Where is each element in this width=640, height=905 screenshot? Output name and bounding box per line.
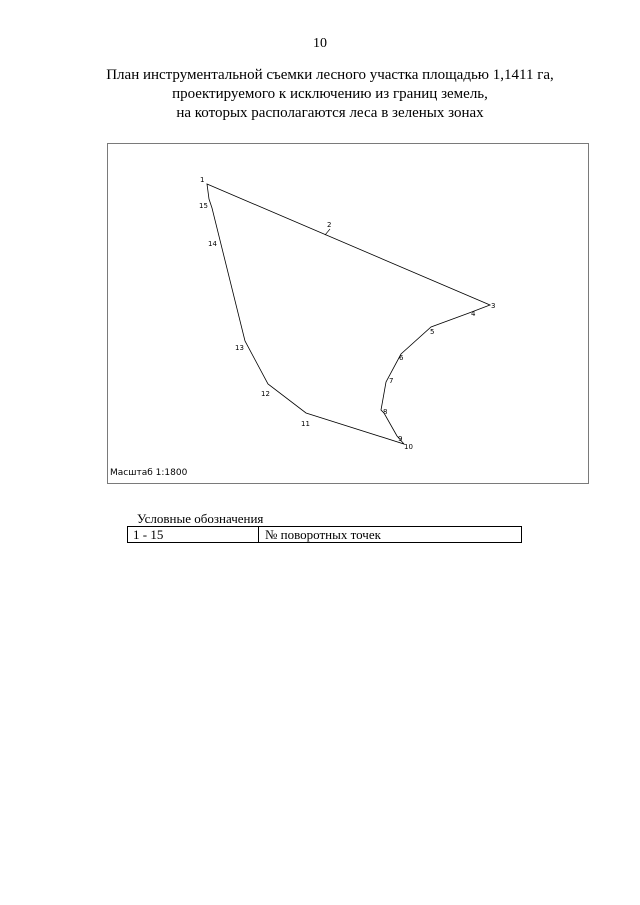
point-label-10: 10 — [404, 443, 413, 451]
title-line-2: проектируемого к исключению из границ земель, — [172, 86, 488, 102]
label-leader-line — [325, 229, 330, 235]
point-label-3: 3 — [491, 302, 496, 310]
point-label-7: 7 — [389, 377, 394, 385]
document-title — [60, 66, 600, 123]
page-number: 10 — [313, 36, 327, 51]
parcel-boundary — [207, 184, 490, 444]
legend-key-cell: 1 - 15 — [128, 527, 259, 542]
legend-title: Условные обозначения — [137, 511, 264, 526]
title-line-1: План инструментальной съемки лесного участка площадью 1,1411 га, — [106, 67, 554, 83]
point-label-9: 9 — [398, 435, 403, 443]
plan-drawing — [108, 144, 588, 483]
point-label-4: 4 — [471, 310, 476, 318]
legend-table — [127, 526, 522, 543]
point-label-2: 2 — [327, 221, 332, 229]
turning-point-labels — [199, 176, 495, 451]
title-line-3: на которых располагаются леса в зеленых зонах — [176, 105, 484, 121]
point-label-12: 12 — [261, 390, 270, 398]
point-label-14: 14 — [208, 240, 217, 248]
scale-label: Масштаб 1:1800 — [110, 468, 188, 478]
point-label-13: 13 — [235, 344, 244, 352]
point-label-15: 15 — [199, 202, 208, 210]
survey-plan — [107, 143, 589, 484]
point-label-6: 6 — [399, 354, 404, 362]
point-label-8: 8 — [383, 408, 388, 416]
point-label-1: 1 — [200, 176, 205, 184]
point-label-11: 11 — [301, 420, 310, 428]
point-label-5: 5 — [430, 328, 435, 336]
legend-value-cell: № поворотных точек — [265, 527, 381, 542]
